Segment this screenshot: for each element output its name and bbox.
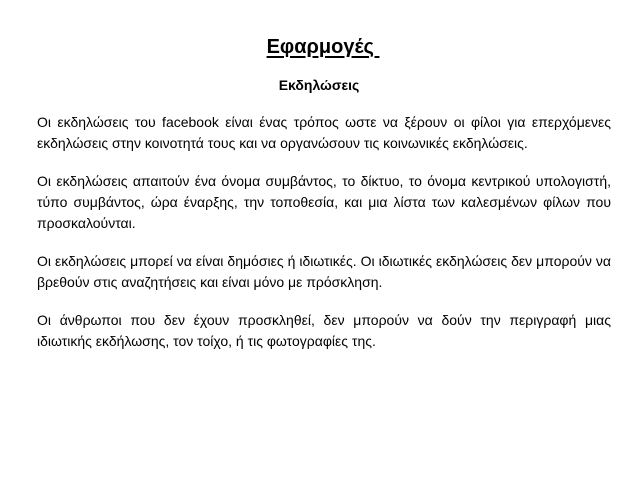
paragraph-public-private-events: Οι εκδηλώσεις μπορεί να είναι δημόσιες ή ιδιωτικές. Οι ιδιωτικές εκδηλώσεις δεν μπορούν να βρεθούν στις αναζητήσεις και είναι μόνο με πρόσκληση. [37,253,611,290]
slide-subtitle: Εκδηλώσεις [278,77,360,93]
slide-title-text: Εφαρμογές [266,36,380,58]
slide-title [0,35,638,59]
paragraph-uninvited-visibility: Οι άνθρωποι που δεν έχουν προσκληθεί, δεν μπορούν να δούν την περιγραφή μιας ιδιωτικής εκδήλωσης, τον τοίχο, ή τις φωτογραφίες της. [37,312,611,349]
paragraph-event-requirements: Οι εκδηλώσεις απαιτούν ένα όνομα συμβάντος, το δίκτυο, το όνομα κεντρικού υπολογιστή, τύπο συμβάντος, ώρα έναρξης, την τοποθεσία, και μια λίστα των καλεσμένων φίλων που προσκαλούνται. [37,173,611,231]
paragraph-facebook-events-intro: Οι εκδηλώσεις του facebook είναι ένας τρόπος ωστε να ξέρουν οι φίλοι για επερχόμενες εκδηλώσεις στην κοινοτητά τους και να οργανώσουν τις κοινωνικές εκδηλώσεις. [37,114,611,151]
slide-body [37,112,611,369]
